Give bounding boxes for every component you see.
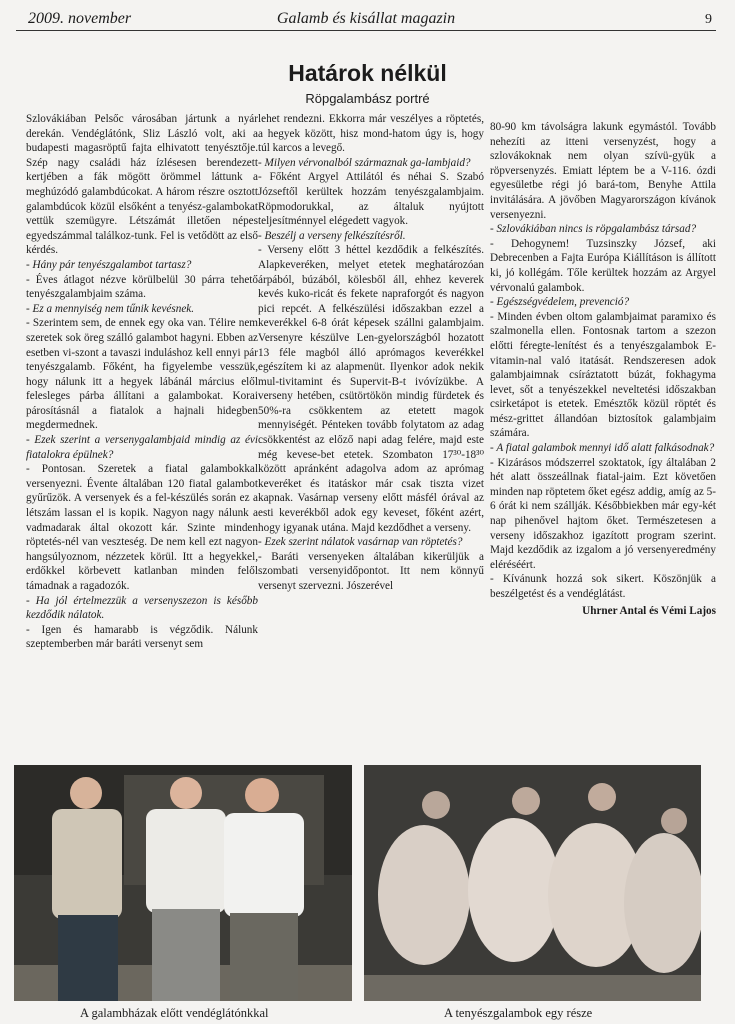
article-title: Határok nélkül [288, 60, 447, 86]
article-subtitle: Röpgalambász portré [305, 91, 430, 106]
text-column-2 [258, 112, 484, 594]
paragraph: - Igen és hamarabb is végződik. Nálunk szeptemberben már baráti versenyt sem [26, 623, 258, 651]
hosts-photo-illustration [14, 765, 352, 1001]
page-header [16, 8, 716, 31]
author-signature: Uhrner Antal és Vémi Lajos [582, 604, 716, 617]
paragraph: Szlovákiában Pelsőc városában jártunk a nyár derekán. Vendéglátónk, Sliz László volt, aki a budapesti magasröptű fajta elhivatott tenyésztője. Szép nagy családi ház ízlésesen berendezett kertjében a fák mögött örömmel láttunk a meghúzódó galambdúcokat. A három részre osztott galambdúcok közül elsőként a tenyész-galambokat vettük szemügyre. Létszámát illetően népes egyedszámmal találkoz-tunk. Fel is vetődött az első kérdés. [26, 113, 258, 257]
photo-caption-left: A galambházak előtt vendéglátónkkal [80, 1006, 269, 1020]
interview-question: - Ha jól értelmezzük a versenyszezon is később kezdődik nálatok. [26, 594, 258, 622]
magazine-name: Galamb és kisállat magazin [276, 10, 456, 27]
paragraph: - Dehogynem! Tuzsinszky József, aki Debrecenben a Fajta Európa Kiállításon is állított ki, jó kollégám. Tőle kerültek hozzám az Argyel vérvonalú galambok. [490, 237, 716, 294]
paragraph: - Baráti versenyeken általában kikerüljük a szombati versenyidőpontot. Itt nem könnyű versenyt szervezni. Jószerével [258, 550, 484, 592]
paragraph: 80-90 km távolságra lakunk egymástól. Tovább nehezíti az itteni versenyzést, hogy a szlovákoknak nem olyan szívü-gyük a röpversenyzés. Emiatt léptem be a V-116. ózdi egyesületbe régi jó bará-tom, Benyhe Attila invitálására. A jövőben Magyarországon kívánok versenyezni. [490, 121, 716, 221]
photo-caption-right: A tenyészgalambok egy része [444, 1006, 593, 1020]
pigeons-photo-illustration [364, 765, 701, 1001]
text-column-3 [490, 120, 716, 618]
paragraph: - Pontosan. Szeretek a fiatal galambokkal versenyezni. Évente általában 120 fiatal galambot gyűrűzök. A versenyek és a fel-készülés során ez a létszám lassan el is kopik. Nagyon nagy nálunk a vadmadarak által okozott kár. Szinte minden röptetés-nél van veszteség. De nem kell ezt nagyon hangsúlyoznom, nézzetek körül. Itt a hegyekkel, erdőkkel körbevett katlanban minden felől támadnak a ragadozók. [26, 463, 258, 592]
interview-question: - Ez a mennyiség nem tűnik kevésnek. [26, 302, 195, 315]
paragraph: - Kívánunk hozzá sok sikert. Köszönjük a beszélgetést és a vendéglátást. [490, 573, 716, 600]
paragraph: - Szerintem sem, de ennek egy oka van. Télire nem szeretek sok öreg szálló galambot hagyni. Ebben az esetben vi-szont a tavaszi induláshoz kell ennyi pár tenyészgalamb. Főként, ha figyelembe vesszük, hogy nálunk itt a hegyek lábánál március elől felesleges párba állítani a galambokat. Korai párosításnál a fiatalok a hajnali hidegben megdermednek. [26, 317, 258, 432]
interview-question: - A fiatal galambok mennyi idő alatt falkásodnak? [490, 442, 715, 455]
interview-question: - Beszélj a verseny felkészítésről. [258, 229, 406, 242]
interview-question: - Ezek szerint a versenygalambjaid mindig az évi fiatalokra épülnek? [26, 434, 258, 461]
issue-date: 2009. november [28, 10, 132, 27]
paragraph: - Minden évben oltom galambjaimat paramixo és szalmonella ellen. Fontosnak tartom a szezon előtti féregte-lenítést és a tenyészgalambok E-vitamin-nal való itatását. Rendszeresen adok galambjaimnak csíráztatott búzát, fokhagyma levet, sőt a tenyészekkel neveltetési időszakban csirketápot is etetek. Emésztők közül röptét és mész-grittet állandóan biztosítok galambjaim számára. [490, 310, 716, 440]
text-column-1 [26, 112, 258, 652]
interview-question: - Szlovákiában nincs is röpgalambász társad? [490, 223, 697, 236]
photo-hosts [14, 765, 352, 1001]
page-number: 9 [705, 12, 712, 27]
interview-question: - Hány pár tenyészgalambot tartasz? [26, 258, 192, 271]
paragraph: - Verseny előtt 3 héttel kezdődik a felkészítés. Alapkeveréken, melyet etetek meghatározóan árpából, búzából, kölesből áll, ehhez keverek kevés kuko-ricát és fekete napraforgót és nagyon pici repcét. A felkészülési időszakban ezzel a keverékkel 6-8 órát képesek szállni galambjaim. Versenyre készülve Len-gyelországból hozatott 13 féle magból álló aprómagos keverékkel egészítem ki az alapmenüt. Ilyenkor adok nekik mul-tivitamint és Supervit-B-t ivóvízükbe. A verseny hetében, csütörtökön mindig fürdetek és 50%-ra csökkentem az etetett magok mennyiségét. Pénteken tovább folytatom az adag csökkentést az előző napi adag felére, majd este még kevese-bet etetek. Szombaton 17³⁰-18³⁰ között apránként adagolva adom az aprómag keveréket és itatáskor már csak tiszta vizet kapnak. Vasárnap verseny előtt másfél órával az esti keverékből adok egy keveset, főként azért, hogy igyanak utána. Majd kezdődhet a verseny. [258, 244, 484, 534]
paragraph: - Kizárásos módszerrel szoktatok, így általában 2 hét alatt összeállnak fiatal-jaim. Ezt követően minden nap röptetem őket egész addig, amíg az 5-6 órát ki nem szállják. Későbbiekben már egy-két nap pihenővel hajtom őket. Természetesen a verseny időszakhoz igazított program szerint. Majd kezdődik az izgalom a jó versenyeredmény eléréséért. [490, 456, 716, 571]
paragraph: - Éves átlagot nézve körülbelül 30 párra tehető tenyészgalambjaim száma. [26, 273, 258, 301]
interview-question: - Milyen vérvonalból származnak ga-lambjaid? [258, 156, 471, 169]
photo-pigeons [364, 765, 701, 1001]
paragraph: lehet rendezni. Ekkorra már veszélyes a röptetés, a hegyek között, hisz mond-hatom úgy is, hogy túl karcos a levegő. [258, 113, 484, 155]
paragraph: - Főként Argyel Attilától és néhai S. Szabó Józseftől kerültek hozzám tenyészgalambjaim. Röpmodorukkal, az általuk nyújtott teljesítménnyel elégedett vagyok. [258, 171, 484, 228]
interview-question: - Ezek szerint nálatok vasárnap van röptetés? [258, 536, 463, 549]
interview-question: - Egészségvédelem, prevenció? [490, 296, 630, 309]
